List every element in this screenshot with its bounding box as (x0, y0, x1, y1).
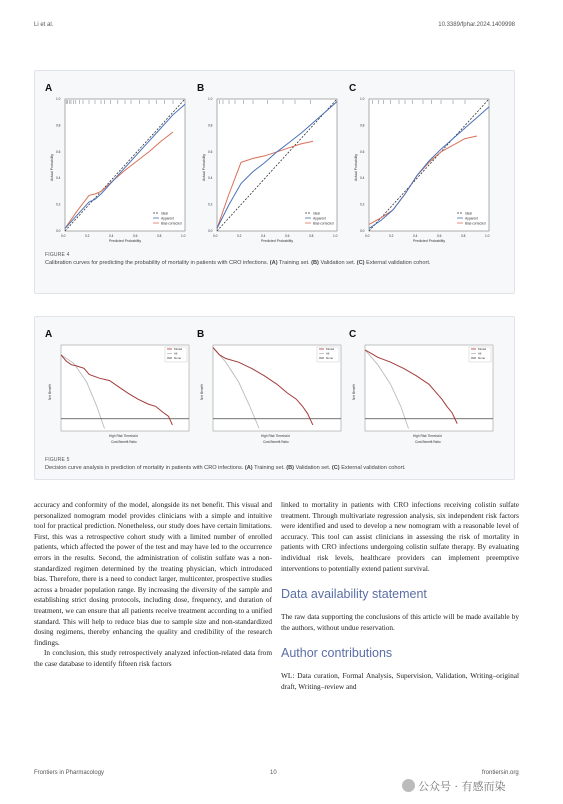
watermark-text: 公众号 · 有感而染 (418, 780, 506, 793)
caption-panel-a: (A) (269, 260, 278, 266)
y-tick-label: 0.6 (56, 149, 61, 154)
figure-5-caption (45, 456, 510, 472)
legend-entry: Ideal (465, 211, 472, 216)
x-tick-label: 0.8 (309, 234, 314, 238)
figure-5-plots (35, 317, 516, 453)
panel-letter: A (45, 329, 53, 340)
y-tick-label: 0.4 (360, 176, 365, 181)
x-tick-label: 0.6 (285, 234, 290, 238)
x-tick-label: 0.4 (261, 234, 266, 238)
y-tick-label: 0.4 (208, 176, 213, 181)
caption-valid: Validation set. (318, 260, 357, 266)
legend-entry: Apparent (313, 216, 326, 221)
x-tick-label: 0.6 (133, 234, 138, 238)
x-tick-label: 0.2 (237, 234, 242, 238)
caption-external: External validation cohort. (364, 260, 431, 266)
panel-letter: C (349, 329, 357, 340)
x2-axis-label: Cost:Benefit Ratio (415, 440, 441, 444)
x-tick-label: 1.0 (181, 234, 186, 238)
caption5-panel-b: (B) (286, 465, 295, 471)
y-tick-label: 0.6 (208, 149, 213, 154)
paragraph-author-contributions: WL: Data curation, Formal Analysis, Supervision, Validation, Writing–original draft, Writing–review and (281, 671, 519, 691)
x-tick-label: 0.0 (213, 234, 218, 238)
heading-data-availability: Data availability statement (281, 587, 427, 602)
y-tick-label: 0.8 (56, 123, 61, 128)
watermark (402, 778, 506, 794)
caption-panel-c: (C) (356, 260, 365, 266)
legend-entry: Apparent (465, 216, 478, 221)
y-tick-label: 0.0 (56, 229, 61, 233)
y-tick-label: 0.4 (56, 176, 61, 181)
x-tick-label: 0.4 (413, 234, 418, 238)
x-tick-label: 0.4 (109, 234, 114, 238)
legend-entry: None (174, 356, 182, 361)
caption5-external: External validation cohort. (339, 465, 406, 471)
caption5-panel-c: (C) (331, 465, 340, 471)
legend-entry: All (326, 351, 330, 356)
decision-panel-c (349, 329, 493, 444)
x-tick-label: 0.0 (61, 234, 66, 238)
legend-entry: Bias-corrected (465, 221, 486, 226)
x-axis-label: Predicted Probability (413, 239, 446, 243)
panel-letter: B (197, 329, 205, 340)
paragraph-conclusion: In conclusion, this study retrospectively analyzed infection-related data from the case database to identify fifteen risk factors (34, 648, 272, 668)
caption-panel-b: (B) (311, 260, 319, 266)
legend-entry: Ideal (161, 211, 168, 216)
y-axis-label: Actual Probability (354, 153, 358, 181)
x-tick-label: 0.8 (461, 234, 466, 238)
wechat-logo-icon (402, 779, 415, 792)
y-axis-label: Actual Probability (202, 153, 206, 181)
figure-4-plots (35, 71, 516, 251)
x-tick-label: 0.2 (85, 234, 90, 238)
legend-entry: Ideal (313, 211, 320, 216)
y-axis-label: Net Benefit (48, 384, 52, 400)
paragraph-limitations: accuracy and conformity of the model, alongside its net benefit. This visual and personalized nomogram model provides clinicians with a simple and intuitive tool for practical prediction. Nonetheless, our study does have certain limitations. First, this was a retrospective cohort study with a limited number of enrolled patients, which affected the power of the test and may have led to the occurrence errors in the results. Second, the administration of colistin sulfate was a non-standardized regimen determined by the treating physician, which introduced bias. Therefore, there is a need to conduct larger, multicenter, prospective studies across a broader population range. By increasing the diversity of the sample and establishing strict dosing protocols, including dose, frequency, and duration of treatment, we can ensure that all patients receive treatment according to a unified standard. This will help to reduce bias due to sample size and non-standardized dosing regimens, thereby enhancing the quality and credibility of the research findings. (34, 500, 272, 647)
paragraph-data-availability: The raw data supporting the conclusions of this article will be made available by the authors, without undue reservation. (281, 612, 519, 632)
y-axis-label: Net Benefit (200, 384, 204, 400)
panel-letter: C (349, 83, 357, 94)
x-axis-label: Predicted Probability (261, 239, 294, 243)
figure-4-caption-text: Calibration curves for predicting the probability of mortality in patients with CRO infections. (45, 260, 270, 266)
legend-entry: All (174, 351, 178, 356)
x-axis-label: High Risk Threshold (261, 434, 290, 438)
y-axis-label: Actual Probability (50, 153, 54, 181)
y-tick-label: 1.0 (56, 97, 61, 101)
y-tick-label: 1.0 (208, 97, 213, 101)
legend-entry: Bias-corrected (313, 221, 334, 226)
caption5-train: Training set. (252, 465, 287, 471)
x-axis-label: Predicted Probability (109, 239, 142, 243)
caption-train: Training set. (277, 260, 312, 266)
y-tick-label: 0.8 (208, 123, 213, 128)
x-tick-label: 0.8 (157, 234, 162, 238)
right-column (281, 500, 519, 693)
running-head-authors: Li et al. (34, 22, 54, 28)
figure-4-caption (45, 251, 505, 267)
panel-letter: A (45, 83, 53, 94)
decision-panel-a (45, 329, 189, 444)
y-tick-label: 0.2 (56, 202, 61, 207)
legend-entry: Apparent (161, 216, 174, 221)
x-tick-label: 0.0 (365, 234, 370, 238)
heading-author-contributions: Author contributions (281, 646, 393, 661)
panel-letter: B (197, 83, 205, 94)
y-tick-label: 0.2 (360, 202, 365, 207)
legend-entry: Model (478, 347, 487, 352)
x-axis-label: High Risk Threshold (109, 434, 138, 438)
legend-entry: Model (174, 347, 183, 352)
legend-entry: None (326, 356, 334, 361)
y-tick-label: 0.2 (208, 202, 213, 207)
left-column (34, 500, 272, 670)
x-tick-label: 0.2 (389, 234, 394, 238)
y-tick-label: 1.0 (360, 97, 365, 101)
caption5-valid: Validation set. (294, 465, 332, 471)
footer-site: frontiersin.org (482, 770, 519, 776)
legend-entry: All (478, 351, 482, 356)
x-tick-label: 0.6 (437, 234, 442, 238)
x-axis-label: High Risk Threshold (413, 434, 442, 438)
figure-5-caption-text: Decision curve analysis in prediction of mortality in patients with CRO infections. (45, 465, 245, 471)
footer-page-number: 10 (270, 770, 277, 776)
y-tick-label: 0.0 (208, 229, 213, 233)
decision-panel-b (197, 329, 341, 444)
figure-4-label: FIGURE 4 (45, 252, 70, 258)
x-tick-label: 1.0 (333, 234, 338, 238)
y-tick-label: 0.8 (360, 123, 365, 128)
y-axis-label: Net Benefit (352, 384, 356, 400)
figure-5-label: FIGURE 5 (45, 457, 70, 463)
caption5-panel-a: (A) (244, 465, 253, 471)
x2-axis-label: Cost:Benefit Ratio (111, 440, 137, 444)
y-tick-label: 0.6 (360, 149, 365, 154)
calibration-panel-b (197, 83, 338, 243)
legend-entry: None (478, 356, 486, 361)
paragraph-conclusion-cont: linked to mortality in patients with CRO infections receiving colistin sulfate treatment. Through multivariate regression analysis, six independent risk factors were identified and used to develop a new nomogram with a reasonable level of accuracy. This tool can assist clinicians in assessing the risk of mortality in patients with CRO infections undergoing colistin sulfate therapy. By evaluating individual risk levels, healthcare providers can implement preemptive interventions to potentially extend patient survival. (281, 500, 519, 573)
figure-5 (34, 316, 515, 480)
legend-entry: Model (326, 347, 335, 352)
y-tick-label: 0.0 (360, 229, 365, 233)
x2-axis-label: Cost:Benefit Ratio (263, 440, 289, 444)
calibration-panel-a (45, 83, 186, 243)
running-head-doi: 10.3389/fphar.2024.1409998 (438, 22, 515, 28)
calibration-panel-c (349, 83, 490, 243)
legend-entry: Bias-corrected (161, 221, 182, 226)
x-tick-label: 1.0 (485, 234, 490, 238)
footer-journal: Frontiers in Pharmacology (34, 770, 105, 776)
figure-4 (34, 70, 515, 294)
